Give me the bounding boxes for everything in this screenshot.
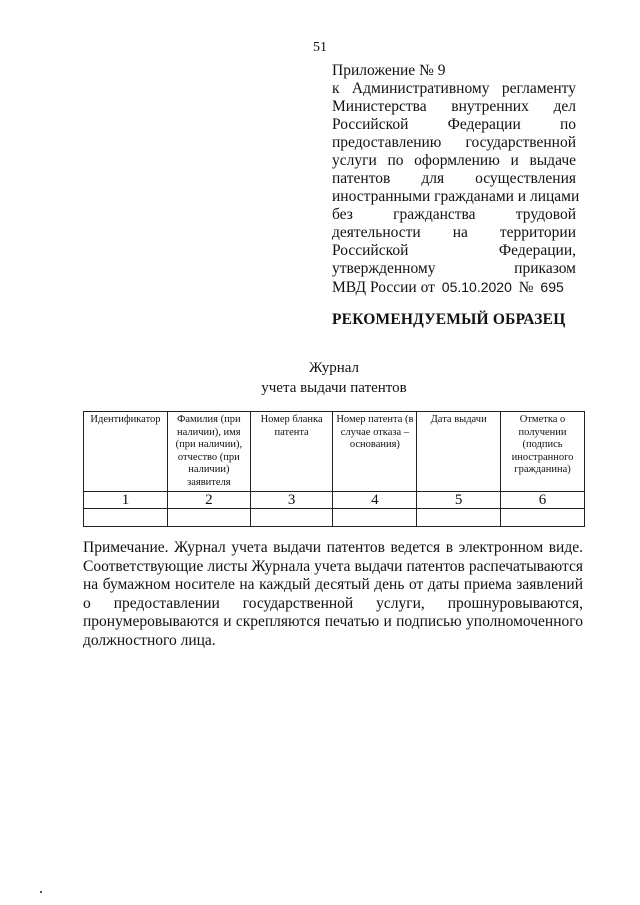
appendix-line: Российской Федерации, [332,242,576,259]
scan-speck [40,891,42,893]
journal-title-block [0,358,640,398]
order-date: 05.10.2020 [441,279,512,295]
journal-table [83,411,585,527]
column-header: Идентификатор [84,412,168,492]
journal-title: Журнал [308,360,359,376]
column-number: 2 [167,492,250,509]
appendix-line: без гражданства трудовой [332,206,576,223]
sample-heading: РЕКОМЕНДУЕМЫЙ ОБРАЗЕЦ [332,311,566,328]
column-header: Номер бланка патента [250,412,333,492]
appendix-line: утвержденному приказом [332,260,576,277]
appendix-line: патентов для осуществления [332,170,576,187]
table-cell [501,509,585,527]
column-header: Дата выдачи [417,412,501,492]
column-number: 1 [84,492,168,509]
order-prefix: МВД России от [332,279,435,296]
table-cell [167,509,250,527]
order-number: 695 [540,279,564,295]
table-row [84,509,585,527]
column-number: 6 [501,492,585,509]
appendix-line: услуги по оформлению и выдаче [332,152,576,169]
journal-subtitle: учета выдачи патентов [261,380,407,396]
appendix-line: Министерства внутренних дел [332,98,576,115]
appendix-block [332,62,580,297]
table-cell [417,509,501,527]
column-header: Номер патента (в случае отказа – основания) [333,412,417,492]
column-header: Отметка о получении (подпись иностранного гражданина) [501,412,585,492]
column-number: 3 [250,492,333,509]
table-cell [333,509,417,527]
appendix-line: иностранными гражданами и лицами [332,188,580,205]
table-cell [84,509,168,527]
table-cell [250,509,333,527]
page-number: 51 [313,40,327,55]
order-number-sign: № [518,279,534,296]
appendix-line: предоставлению государственной [332,134,576,151]
table-header-row [84,412,585,492]
appendix-line: к Административному регламенту [332,80,576,97]
column-number: 5 [417,492,501,509]
column-header: Фамилия (при наличии), имя (при наличии), отчество (при наличии) заявителя [167,412,250,492]
column-number-row [84,492,585,509]
appendix-line: деятельности на территории [332,224,576,241]
appendix-title: Приложение № 9 [332,62,446,79]
note-paragraph: Примечание. Журнал учета выдачи патентов ведется в электронном виде. Соответствующие листы Журнала учета выдачи патентов распечатываются на бумажном носителе на каждый десятый день от даты приема заявлений о предоставлении государственной услуги, прошнуровываются, пронумеровываются и скрепляются печатью и подписью уполномоченного должностного лица. [83,539,583,649]
appendix-line: Российской Федерации по [332,116,576,133]
column-number: 4 [333,492,417,509]
order-line [332,278,576,297]
